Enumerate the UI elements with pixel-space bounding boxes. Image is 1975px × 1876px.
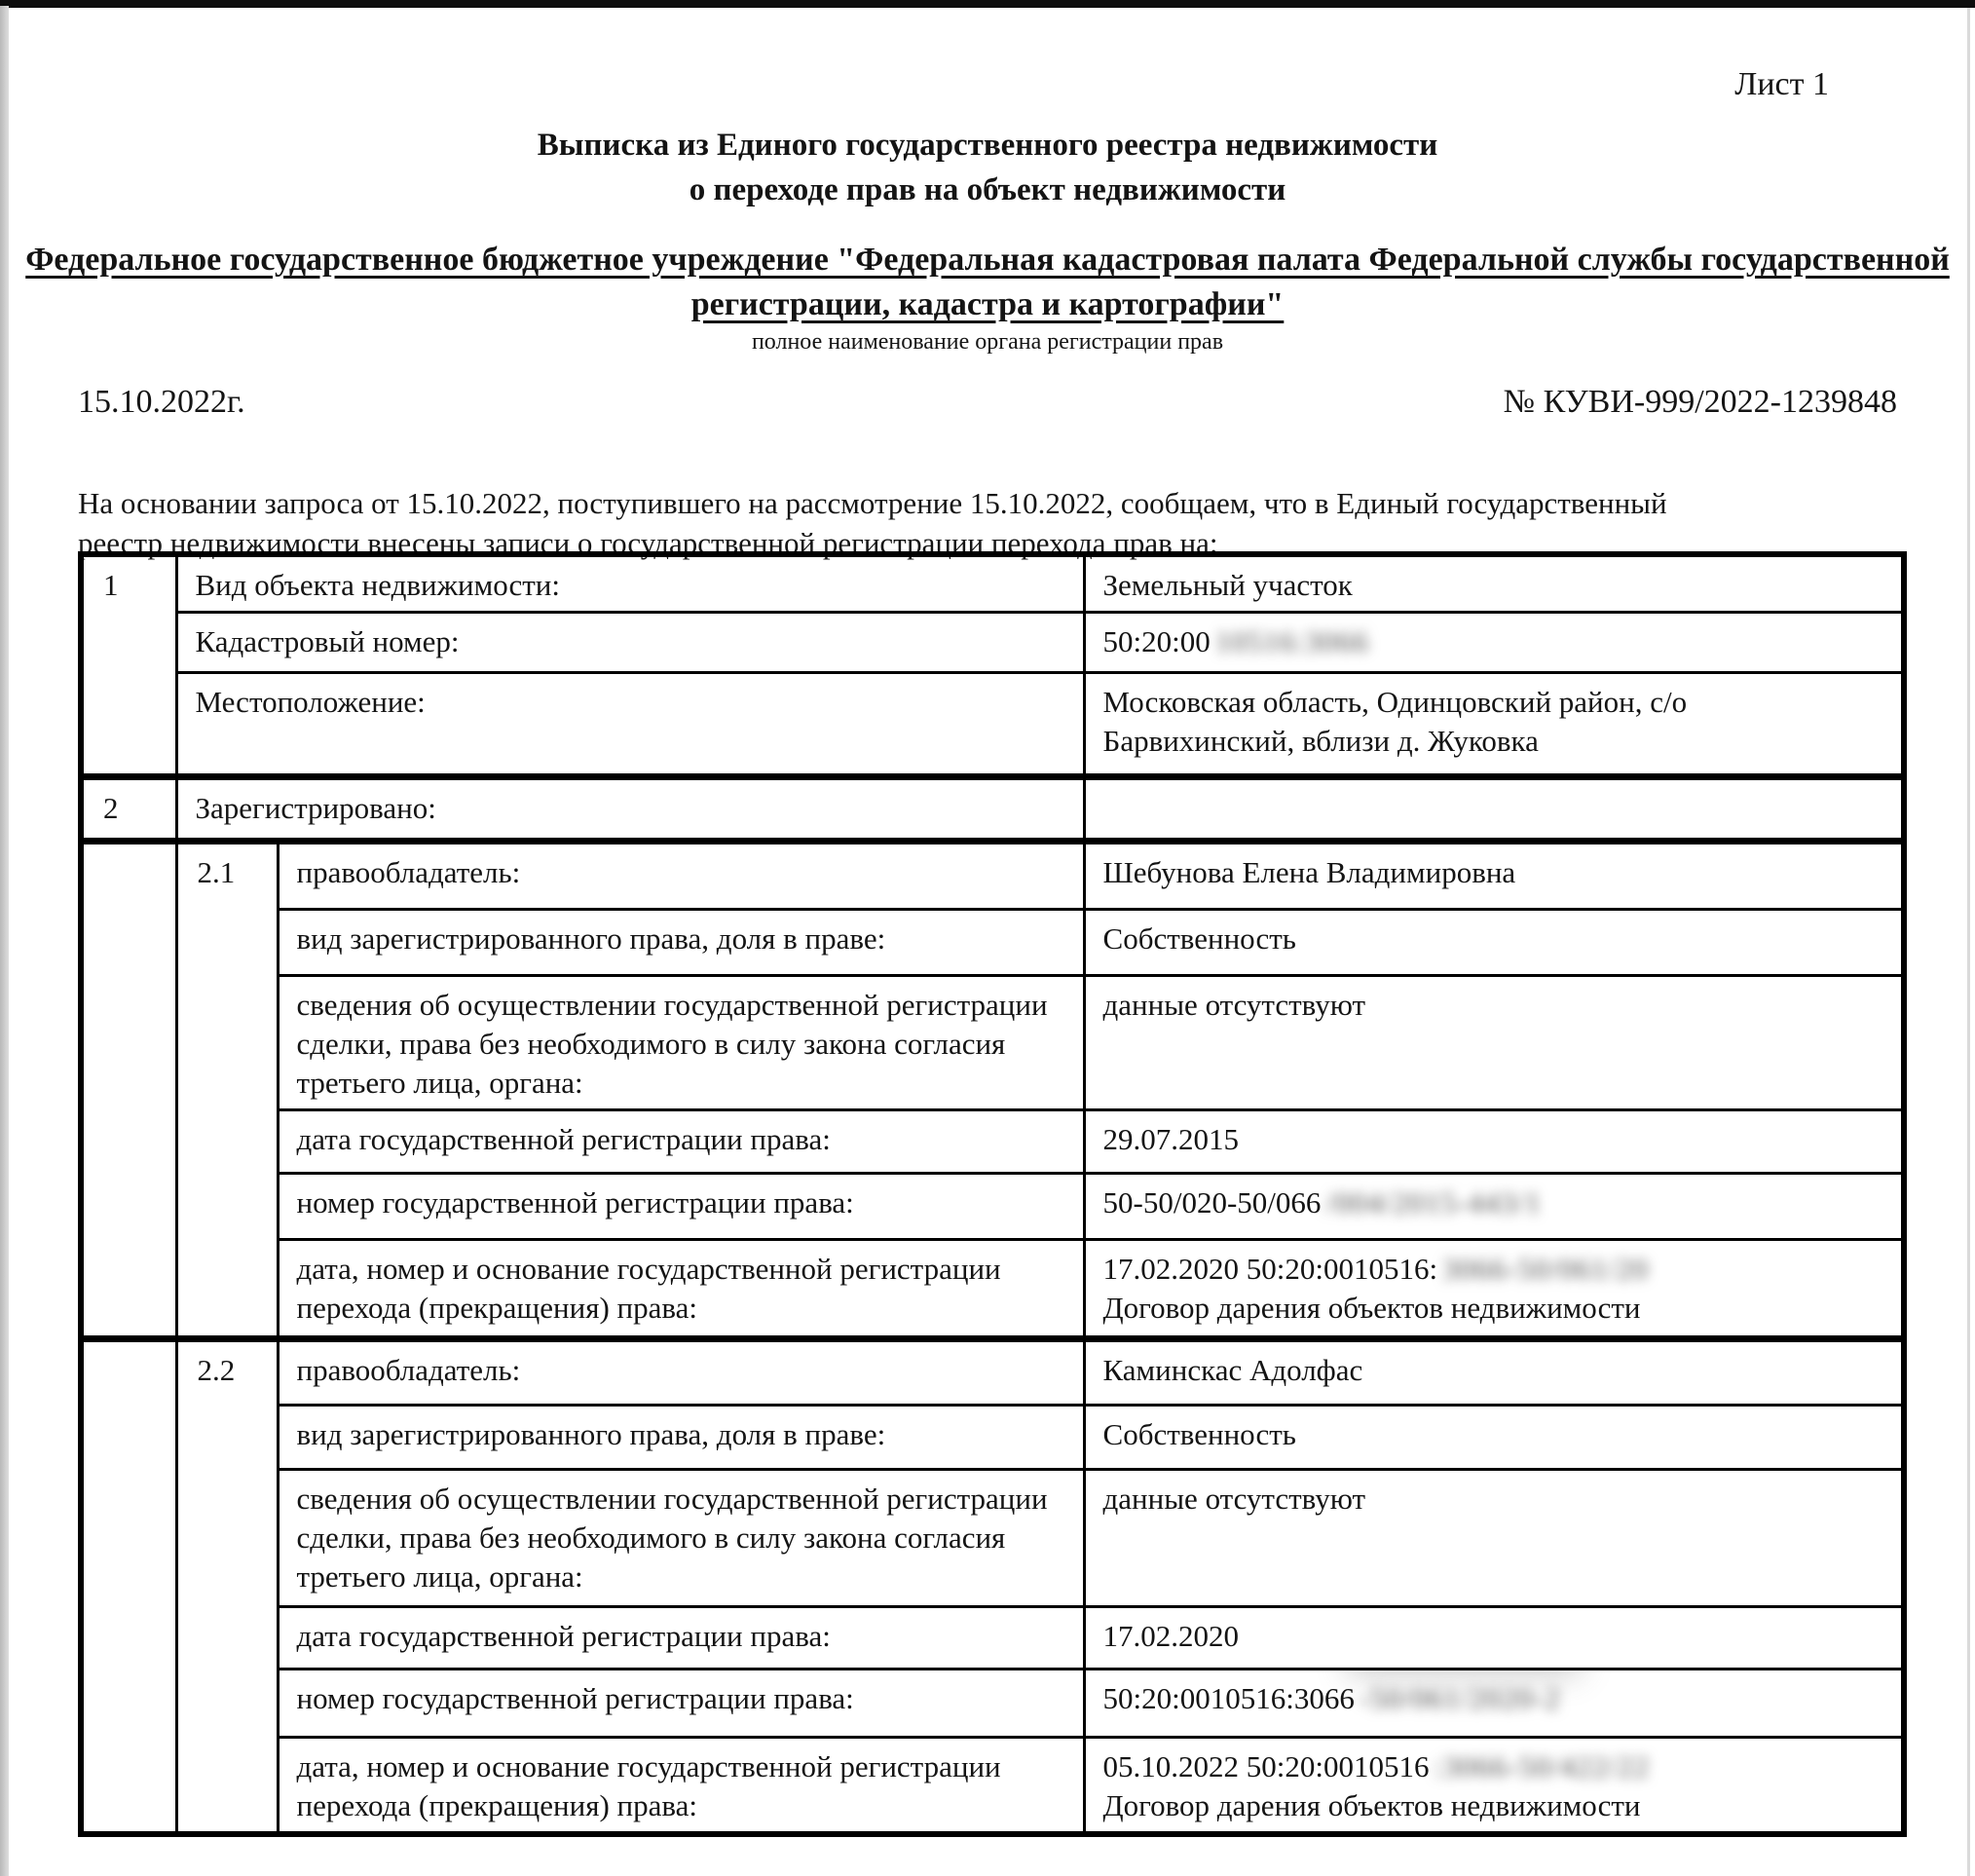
org-name-line2: регистрации, кадастра и картографии" xyxy=(690,286,1285,322)
redacted-value: 3066-50/061/20 xyxy=(1442,1251,1650,1286)
field-label: Кадастровый номер: xyxy=(176,612,1084,672)
field-label: номер государственной регистрации права: xyxy=(278,1669,1084,1737)
value-text: 17.02.2020 50:20:0010516: xyxy=(1102,1251,1438,1286)
redacted-value: -50/061/2020-2 xyxy=(1359,1680,1561,1715)
section-1-number: 1 xyxy=(81,554,176,776)
value-text: 17.02.2020 xyxy=(1102,1618,1240,1653)
value-text: Каминскас Адолфас xyxy=(1102,1352,1363,1387)
value-text: 29.07.2015 xyxy=(1102,1121,1240,1156)
field-label: номер государственной регистрации права: xyxy=(278,1173,1084,1239)
section-2-spacer xyxy=(81,841,176,1338)
field-value xyxy=(1084,1606,1904,1669)
field-label: правообладатель: xyxy=(278,1338,1084,1405)
field-value xyxy=(1084,909,1904,975)
intro-line2: реестр недвижимости внесены записи о государственной регистрации перехода прав на: xyxy=(78,526,1218,560)
subsection-2-2-number: 2.2 xyxy=(176,1338,278,1834)
field-label: дата государственной регистрации права: xyxy=(278,1109,1084,1173)
table-row xyxy=(81,1239,1904,1338)
field-value xyxy=(1084,1338,1904,1405)
document-title-line1: Выписка из Единого государственного реестра недвижимости xyxy=(537,128,1438,163)
table-row xyxy=(81,1173,1904,1239)
field-label: вид зарегистрированного права, доля в праве: xyxy=(278,1405,1084,1469)
value-text: Собственность xyxy=(1102,1416,1296,1451)
field-value xyxy=(1084,672,1904,776)
field-label: Вид объекта недвижимости: xyxy=(176,554,1084,612)
table-row xyxy=(81,975,1904,1109)
document-date: 15.10.2022г. xyxy=(78,384,245,420)
table-row xyxy=(81,1109,1904,1173)
field-label: дата, номер и основание государственной регистрации перехода (прекращения) права: xyxy=(278,1737,1084,1834)
table-row xyxy=(81,776,1904,841)
document-title xyxy=(0,123,1975,212)
field-value xyxy=(1084,1469,1904,1606)
section-2-number: 2 xyxy=(81,776,176,841)
table-row xyxy=(81,554,1904,612)
field-value xyxy=(1084,1669,1904,1737)
subsection-2-1-number: 2.1 xyxy=(176,841,278,1338)
value-text: данные отсутствуют xyxy=(1102,1481,1366,1516)
sheet-number: Лист 1 xyxy=(1734,66,1829,102)
field-label: сведения об осуществлении государственной регистрации сделки, права без необходимого в силу закона согласия третьего лица, органа: xyxy=(278,1469,1084,1606)
document-title-line2: о переходе прав на объект недвижимости xyxy=(689,172,1286,207)
field-value xyxy=(1084,1737,1904,1834)
table-row xyxy=(81,1338,1904,1405)
value-text: Собственность xyxy=(1102,920,1296,956)
table-row xyxy=(81,1737,1904,1834)
value-text: 05.10.2022 50:20:0010516 xyxy=(1102,1748,1430,1783)
table-row xyxy=(81,1469,1904,1606)
redacted-value: /004/2015-443/1 xyxy=(1325,1184,1543,1219)
registry-table-wrap xyxy=(78,551,1907,1837)
table-row xyxy=(81,1669,1904,1737)
redacted-value: 10516:3066 xyxy=(1214,623,1369,658)
field-label: Зарегистрировано: xyxy=(176,776,1084,841)
table-row xyxy=(81,612,1904,672)
field-value xyxy=(1084,1405,1904,1469)
value-text: Земельный участок xyxy=(1102,568,1353,602)
registration-authority-name xyxy=(0,238,1975,327)
date-and-number-line xyxy=(78,384,1897,421)
value-text: 50:20:0010516:3066 xyxy=(1102,1680,1355,1715)
table-row xyxy=(81,841,1904,909)
table-row xyxy=(81,672,1904,776)
field-value-empty xyxy=(1084,776,1904,841)
table-row xyxy=(81,1405,1904,1469)
value-text-line2: Договор дарения объектов недвижимости xyxy=(1102,1787,1641,1822)
field-value xyxy=(1084,1173,1904,1239)
field-value xyxy=(1084,1109,1904,1173)
value-text: 50-50/020-50/066 xyxy=(1102,1184,1322,1219)
field-label: правообладатель: xyxy=(278,841,1084,909)
value-text-line2: Договор дарения объектов недвижимости xyxy=(1102,1290,1641,1325)
value-text: данные отсутствуют xyxy=(1102,987,1366,1022)
field-value xyxy=(1084,612,1904,672)
document-number: № КУВИ-999/2022-1239848 xyxy=(1503,384,1897,420)
org-name-caption: полное наименование органа регистрации прав xyxy=(751,329,1224,355)
field-value xyxy=(1084,841,1904,909)
table-row xyxy=(81,1606,1904,1669)
org-name-line1: Федеральное государственное бюджетное учреждение "Федеральная кадастровая палата Федеральной службы государственной xyxy=(25,242,1950,278)
blur-artifact xyxy=(1347,1669,1581,1674)
value-text-line2: Барвихинский, вблизи д. Жуковка xyxy=(1102,723,1539,758)
redacted-value: :3066-50/422/22 xyxy=(1434,1748,1651,1783)
field-value xyxy=(1084,975,1904,1109)
field-label: Местоположение: xyxy=(176,672,1084,776)
intro-line1: На основании запроса от 15.10.2022, поступившего на рассмотрение 15.10.2022, сообщаем, что в Единый государственный xyxy=(78,486,1667,520)
field-value xyxy=(1084,554,1904,612)
section-2-spacer xyxy=(81,1338,176,1834)
value-text: Московская область, Одинцовский район, с/о xyxy=(1102,684,1688,719)
field-label: вид зарегистрированного права, доля в праве: xyxy=(278,909,1084,975)
table-row xyxy=(81,909,1904,975)
field-value xyxy=(1084,1239,1904,1338)
field-label: дата, номер и основание государственной регистрации перехода (прекращения) права: xyxy=(278,1239,1084,1338)
value-text: Шебунова Елена Владимировна xyxy=(1102,854,1516,889)
field-label: дата государственной регистрации права: xyxy=(278,1606,1084,1669)
field-label: сведения об осуществлении государственной регистрации сделки, права без необходимого в силу закона согласия третьего лица, органа: xyxy=(278,975,1084,1109)
scan-top-edge xyxy=(0,0,1975,8)
registry-table xyxy=(78,551,1907,1837)
value-text: 50:20:00 xyxy=(1102,623,1211,658)
